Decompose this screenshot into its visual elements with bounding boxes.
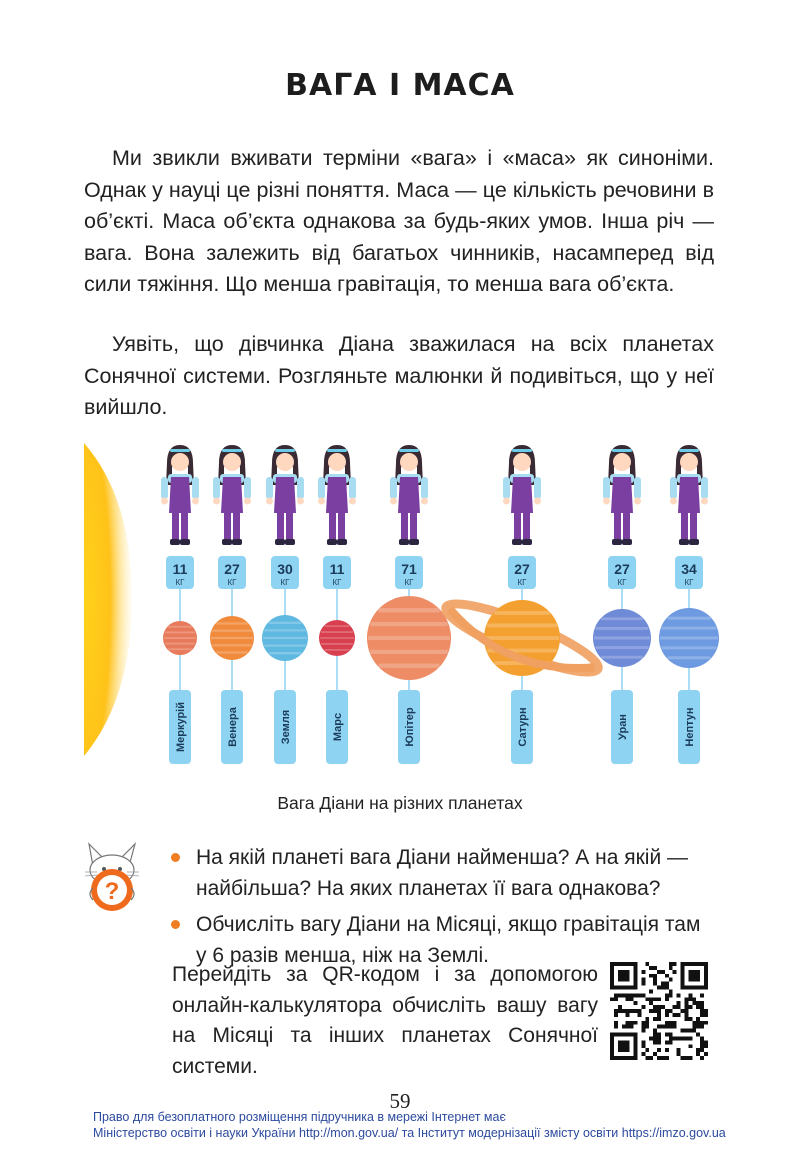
page-title: ВАГА І МАСА [285, 68, 515, 103]
planet-group [161, 445, 199, 764]
planet-name: Меркурій [175, 701, 187, 753]
question-cat-icon [83, 836, 141, 916]
planet-name: Венера [227, 707, 239, 747]
diana-figure [318, 445, 356, 545]
diana-figure [161, 445, 199, 545]
diana-figure [670, 445, 708, 545]
weight-unit: КГ [617, 578, 627, 587]
planet-group [659, 445, 719, 764]
weight-value: 11 [329, 561, 345, 577]
weight-value: 11 [172, 561, 188, 577]
qr-code[interactable] [610, 962, 708, 1060]
weight-unit: КГ [175, 578, 185, 587]
weight-value: 27 [514, 561, 530, 577]
planet-group [318, 445, 356, 764]
planet-name: Уран [617, 714, 629, 740]
planets-illustration [84, 438, 732, 778]
diana-figure [390, 445, 428, 545]
planet-name: Юпітер [404, 707, 416, 747]
footer [93, 1109, 726, 1141]
footer-line-1: Право для безоплатного розміщення підручника в мережі Інтернет має [93, 1110, 506, 1124]
planet-group [593, 445, 651, 764]
weight-unit: КГ [517, 578, 527, 587]
diana-figure [503, 445, 541, 545]
weight-unit: КГ [332, 578, 342, 587]
figure-caption: Вага Діани на різних планетах [277, 793, 523, 813]
weight-value: 34 [681, 561, 697, 577]
planet-group [210, 445, 254, 764]
diana-figure [266, 445, 304, 545]
planet-name: Марс [332, 712, 344, 742]
paragraph-1: Ми звикли вживати терміни «вага» і «маса» як синоніми. Однак у науці це різні поняття. Маса — це кількість речовини в об’єкті. Маса об’єкта однакова за будь-яких умов. Інша річ — вага. Вона залежить від багатьох чинників, насамперед від сили тяжіння. Що менша гравітація, то менша вага об’єкта. [84, 146, 714, 296]
weight-value: 71 [401, 561, 417, 577]
footer-line-2: Міністерство освіти і науки України http://mon.gov.ua/ та Інститут модернізації змісту освіти https://imzo.gov.ua [93, 1126, 726, 1140]
weight-unit: КГ [227, 578, 237, 587]
question-item: На якій планеті вага Діани найменша? А на якій — найбільша? На яких планетах її вага однакова? [178, 842, 714, 904]
weight-unit: КГ [404, 578, 414, 587]
weight-value: 27 [224, 561, 240, 577]
diana-figure [213, 445, 251, 545]
weight-value: 27 [614, 561, 630, 577]
weight-unit: КГ [280, 578, 290, 587]
qr-instructions: Перейдіть за QR-кодом і за допомогою онлайн-калькулятора обчисліть вашу вагу на Місяці та інших планетах Сонячної системи. [172, 963, 598, 1078]
planet-group [262, 445, 308, 764]
planet-name: Земля [280, 709, 292, 745]
sun [84, 443, 132, 756]
planet-name: Нептун [684, 707, 696, 747]
question-item: Обчисліть вагу Діани на Місяці, якщо гравітація там у 6 разів менша, ніж на Землі. [178, 909, 714, 971]
weight-unit: КГ [684, 578, 694, 587]
diana-figure [603, 445, 641, 545]
page-number: 59 [389, 1089, 411, 1113]
weight-value: 30 [277, 561, 293, 577]
planet-group [367, 445, 451, 764]
planet-name: Сатурн [517, 707, 529, 747]
planet-group [440, 445, 604, 764]
paragraph-2: Уявіть, що дівчинка Діана зважилася на всіх планетах Сонячної системи. Розгляньте малюнки й подивіться, що у неї вийшло. [84, 332, 714, 419]
svg-text:?: ? [104, 878, 120, 905]
question-list [178, 842, 714, 976]
